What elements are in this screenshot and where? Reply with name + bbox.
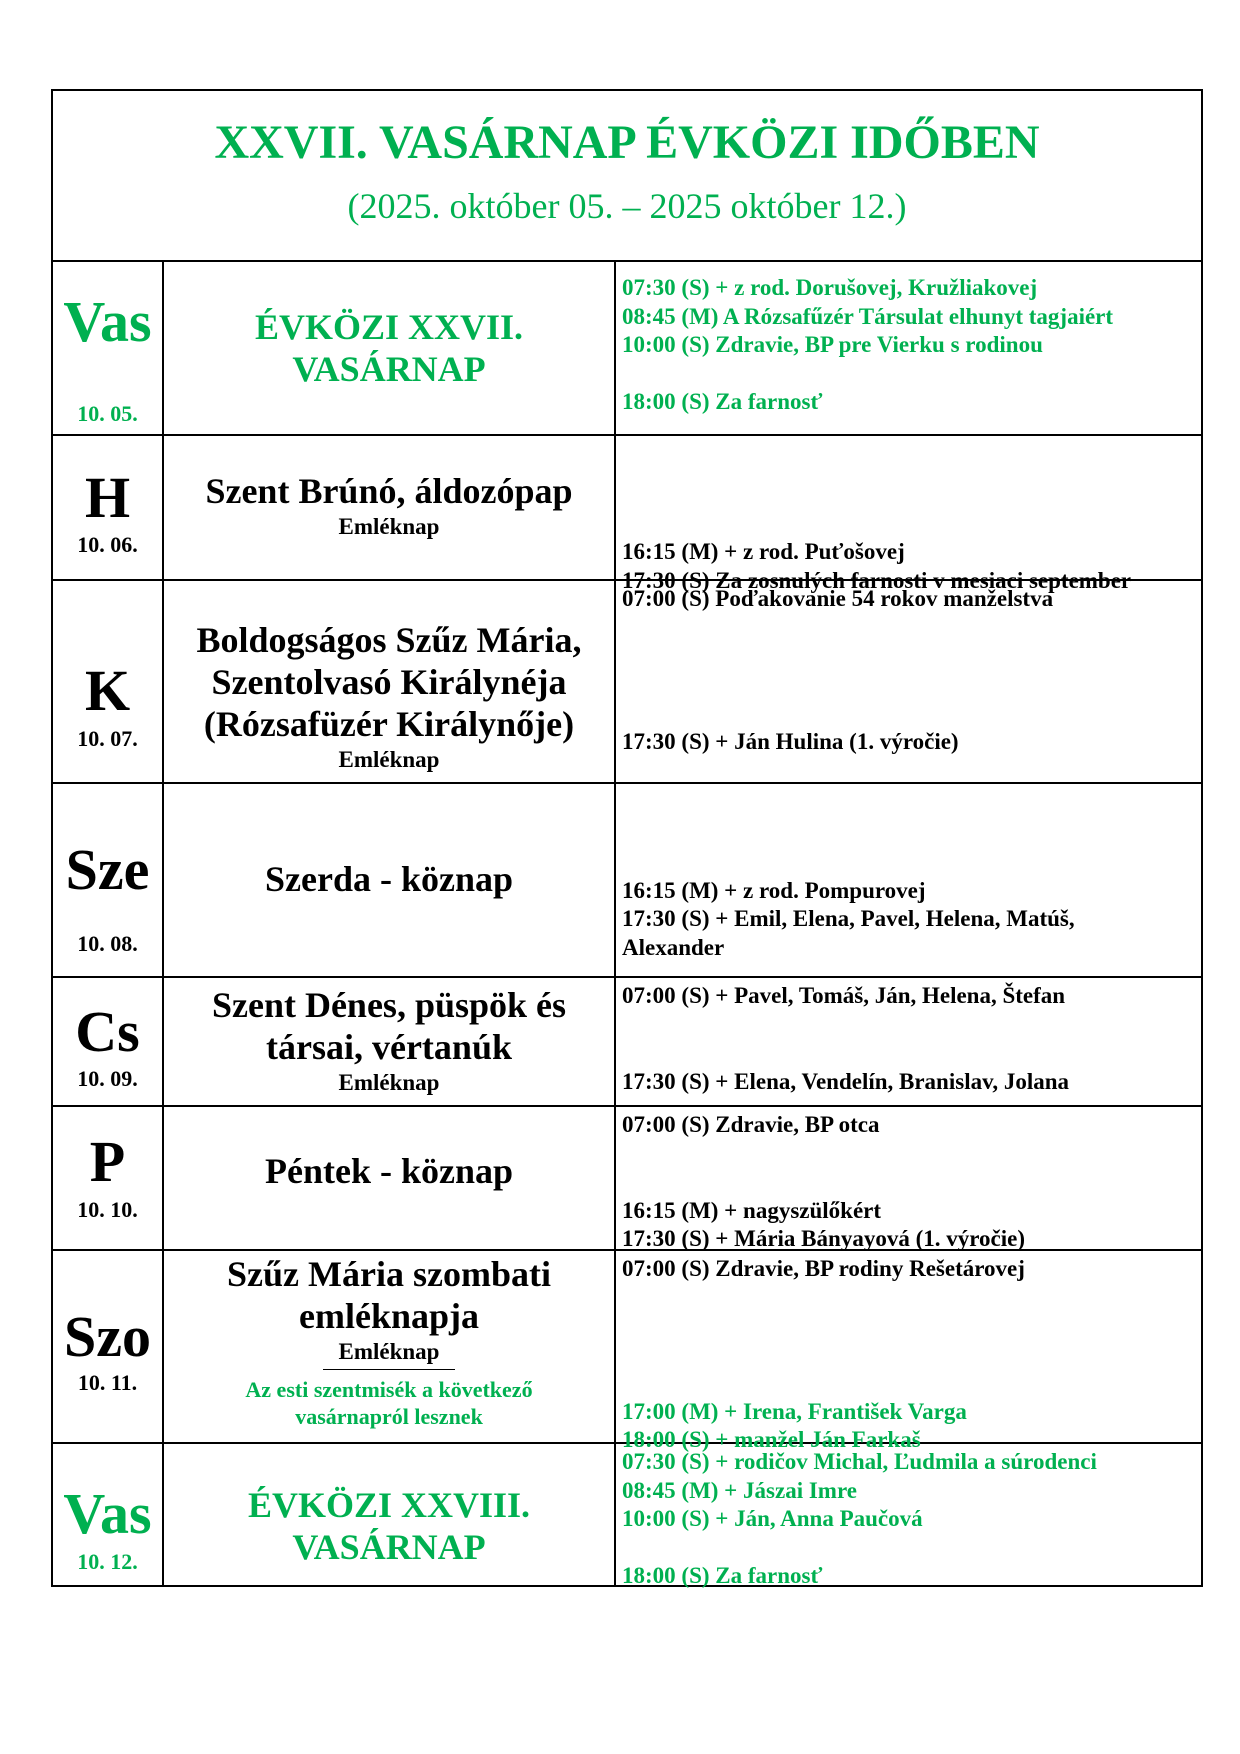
feast-cell — [164, 581, 616, 782]
mass-cell — [616, 1444, 1201, 1587]
blank-line — [622, 360, 1197, 389]
blank-line — [622, 1284, 1197, 1313]
day-abbreviation: Szo — [64, 1304, 151, 1369]
feast-title-line: VASÁRNAP — [292, 1527, 486, 1567]
blank-line — [622, 820, 1197, 849]
separator-line — [323, 1369, 455, 1370]
feast-cell — [164, 262, 616, 434]
feast-title-line: Szent Brúnó, áldozópap — [205, 471, 573, 511]
mass-intention: 10:00 (S) + Ján, Anna Paučová — [622, 1506, 923, 1531]
date-range: (2025. október 05. – 2025 október 12.) — [347, 186, 907, 226]
mass-list — [622, 274, 1197, 417]
feast-block — [164, 1484, 614, 1568]
day-row — [53, 978, 1201, 1107]
mass-intention: 17:00 (M) + Irena, František Varga — [622, 1398, 967, 1424]
mass-intention: 17:30 (S) + Ján Hulina (1. výročie) — [622, 728, 959, 754]
blank-line — [622, 510, 1197, 539]
mass-intention: 18:00 (S) + manžel Ján Farkaš — [622, 1427, 921, 1452]
feast-cell — [164, 1107, 616, 1249]
feast-cell — [164, 784, 616, 976]
feast-rank: Emléknap — [338, 1339, 440, 1364]
mass-cell — [616, 1251, 1201, 1452]
feast-title-line: ÉVKÖZI XXVII. — [254, 307, 524, 347]
day-date: 10. 09. — [77, 1066, 138, 1091]
mass-list — [622, 791, 1197, 962]
day-row — [53, 581, 1201, 784]
mass-cell — [616, 978, 1201, 1105]
blank-line — [622, 642, 1197, 671]
feast-block — [164, 1253, 614, 1430]
day-date: 10. 12. — [77, 1549, 138, 1574]
feast-block — [164, 1150, 614, 1192]
day-abbreviation: Sze — [65, 837, 150, 902]
day-date: 10. 07. — [77, 726, 138, 751]
mass-intention: 18:00 (S) Za farnosť — [622, 389, 823, 414]
day-date: 10. 10. — [77, 1197, 138, 1222]
feast-rank: Emléknap — [338, 514, 440, 539]
mass-intention: 08:45 (M) A Rózsafűzér Társulat elhunyt tagjaiért — [622, 303, 1114, 329]
schedule-header — [53, 91, 1201, 262]
blank-line — [622, 671, 1197, 700]
blank-line — [622, 791, 1197, 820]
mass-list — [622, 982, 1197, 1096]
day-cell — [53, 978, 164, 1105]
day-cell — [53, 1251, 164, 1442]
day-row — [53, 1444, 1201, 1587]
feast-block — [164, 470, 614, 542]
mass-intention: 07:00 (S) Zdravie, BP rodiny Rešetárovej — [622, 1256, 1025, 1281]
feast-note-line: Az esti szentmisék a következő — [245, 1377, 533, 1402]
mass-cell — [616, 436, 1201, 593]
blank-line — [622, 1369, 1197, 1398]
mass-intention: 16:15 (M) + nagyszülőkért — [622, 1197, 882, 1223]
blank-line — [622, 614, 1197, 643]
mass-cell — [616, 581, 1201, 782]
mass-intention: 17:30 (S) + Mária Bányayová (1. výročie) — [622, 1226, 1025, 1251]
feast-title-line: emléknapja — [299, 1296, 479, 1336]
feast-title-line: Boldogságos Szűz Mária, — [196, 620, 582, 660]
feast-cell — [164, 436, 616, 579]
day-row — [53, 1107, 1201, 1251]
feast-block — [164, 306, 614, 390]
feast-title-line: Szentolvasó Királynéja — [211, 662, 567, 702]
day-cell — [53, 262, 164, 434]
mass-intention: 17:30 (S) + Elena, Vendelín, Branislav, Jolana — [622, 1068, 1069, 1094]
mass-cell — [616, 784, 1201, 976]
mass-list — [622, 1111, 1197, 1254]
blank-line — [622, 699, 1197, 728]
day-date: 10. 06. — [77, 532, 138, 557]
feast-cell — [164, 1444, 616, 1587]
blank-line — [622, 848, 1197, 877]
mass-intention: 07:00 (S) + Pavel, Tomáš, Ján, Helena, Štefan — [622, 983, 1066, 1008]
feast-title-line: VASÁRNAP — [292, 349, 486, 389]
feast-cell — [164, 978, 616, 1105]
blank-line — [622, 1140, 1197, 1169]
day-cell — [53, 436, 164, 579]
blank-line — [622, 1534, 1197, 1563]
day-abbreviation: Cs — [75, 999, 140, 1064]
feast-title-line: ÉVKÖZI XXVIII. — [247, 1485, 531, 1525]
feast-title-line: társai, vértanúk — [266, 1027, 512, 1067]
day-abbreviation: K — [84, 658, 131, 723]
day-abbreviation: Vas — [63, 1481, 152, 1546]
feast-rank: Emléknap — [338, 1070, 440, 1095]
day-cell — [53, 1444, 164, 1587]
feast-title-line: Szerda - köznap — [264, 859, 513, 899]
day-row — [53, 1251, 1201, 1452]
feast-block — [164, 858, 614, 900]
feast-note-line: vasárnapról lesznek — [295, 1404, 483, 1429]
mass-intention: 07:00 (S) Poďakovanie 54 rokov manželstva — [622, 586, 1054, 611]
day-date: 10. 08. — [77, 931, 138, 956]
mass-intention: 07:30 (S) + z rod. Dorušovej, Kružliakovej — [622, 275, 1038, 300]
mass-intention: 16:15 (M) + z rod. Puťošovej — [622, 539, 905, 564]
day-row — [53, 436, 1201, 593]
mass-intention: 08:45 (M) + Jászai Imre — [622, 1477, 857, 1503]
day-abbreviation: Vas — [63, 289, 152, 354]
blank-line — [622, 1341, 1197, 1370]
mass-intention: 07:00 (S) Zdravie, BP otca — [622, 1112, 880, 1137]
mass-list — [622, 424, 1197, 595]
day-cell — [53, 784, 164, 976]
day-date: 10. 11. — [77, 1370, 138, 1395]
blank-line — [622, 424, 1197, 453]
feast-title-line: Péntek - köznap — [264, 1151, 513, 1191]
mass-intention: 18:00 (S) Za farnosť — [622, 1563, 823, 1588]
day-row — [53, 784, 1201, 978]
day-cell — [53, 1107, 164, 1249]
weekly-mass-schedule-table — [51, 89, 1203, 1587]
day-row — [53, 262, 1201, 436]
mass-cell — [616, 1107, 1201, 1249]
feast-title-line: Szent Dénes, püspök és — [211, 985, 567, 1025]
mass-list — [622, 585, 1197, 756]
mass-intention: 17:30 (S) Za zosnulých farnosti v mesiaci september — [622, 567, 1132, 593]
day-abbreviation: H — [84, 465, 131, 530]
mass-intention: 10:00 (S) Zdravie, BP pre Vierku s rodinou — [622, 332, 1043, 357]
page-title: XXVII. VASÁRNAP ÉVKÖZI IDŐBEN — [214, 116, 1040, 169]
mass-intention: Alexander — [622, 934, 725, 960]
day-cell — [53, 581, 164, 782]
mass-list — [622, 1448, 1197, 1591]
mass-intention: 16:15 (M) + z rod. Pompurovej — [622, 877, 926, 903]
mass-intention: 07:30 (S) + rodičov Michal, Ľudmila a súrodenci — [622, 1449, 1097, 1474]
feast-title-line: Szűz Mária szombati — [227, 1254, 551, 1294]
blank-line — [622, 1011, 1197, 1040]
blank-line — [622, 1312, 1197, 1341]
blank-line — [622, 1168, 1197, 1197]
feast-block — [164, 619, 614, 775]
blank-line — [622, 453, 1197, 482]
mass-cell — [616, 262, 1201, 434]
feast-rank: Emléknap — [338, 747, 440, 772]
blank-line — [622, 1039, 1197, 1068]
feast-cell — [164, 1251, 616, 1442]
blank-line — [622, 481, 1197, 510]
mass-list — [622, 1255, 1197, 1455]
feast-block — [164, 984, 614, 1098]
feast-title-line: (Rózsafüzér Királynője) — [203, 704, 575, 744]
day-date: 10. 05. — [77, 401, 138, 426]
mass-intention: 17:30 (S) + Emil, Elena, Pavel, Helena, Matúš, — [622, 906, 1075, 931]
day-abbreviation: P — [89, 1129, 126, 1194]
